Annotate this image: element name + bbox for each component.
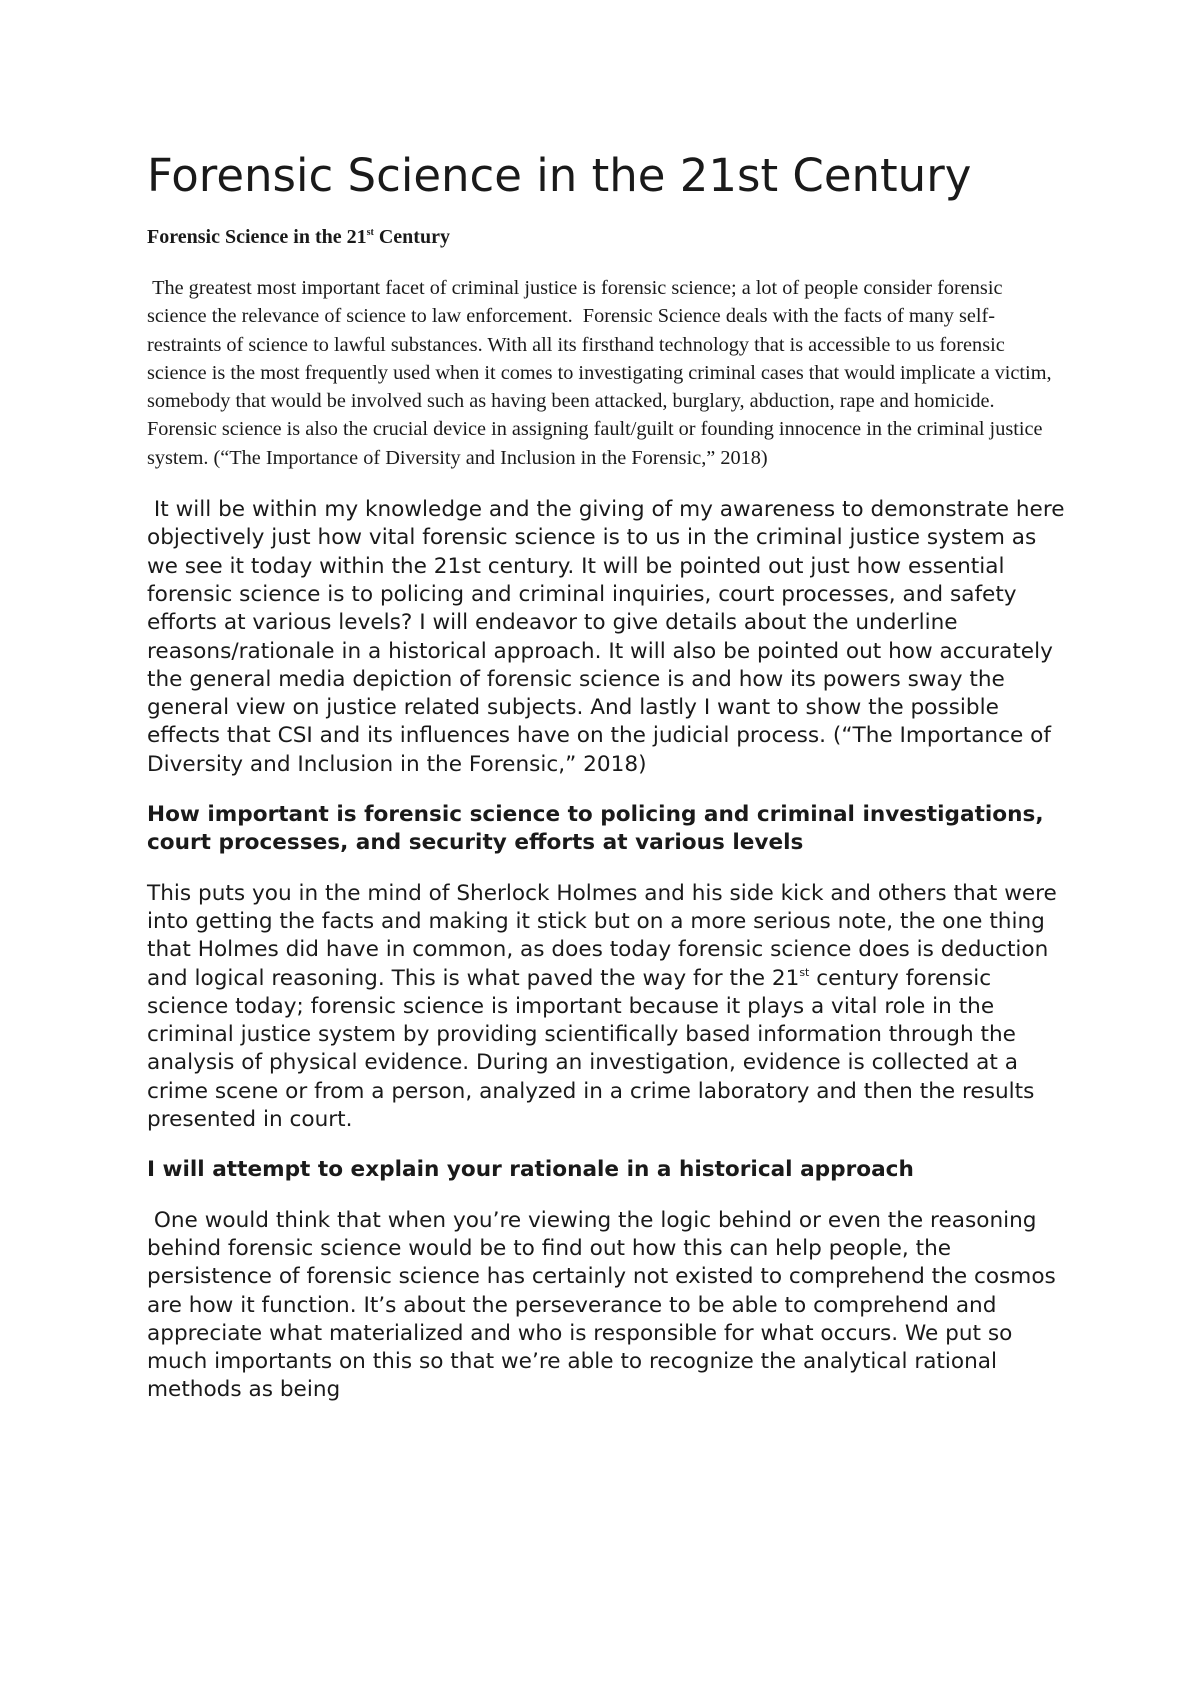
subheading-prefix: Forensic Science in the 21 [147, 226, 367, 248]
subheading-suffix: Century [373, 226, 450, 248]
intro-paragraph: The greatest most important facet of criminal justice is forensic science; a lot of people consider forensic science the relevance of science to law enforcement. Forensic Science deals with the facts of many self-restraints of science to lawful substances. With all its firsthand technology that is accessible to us forensic science is the most frequently used when it comes to investigating criminal cases that would implicate a victim, somebody that would be involved such as having been attacked, burglary, abduction, rape and homicide. Forensic science is also the crucial device in assigning fault/guilt or founding innocence in the criminal justice system. (“The Importance of Diversity and Inclusion in the Forensic,” 2018) [147, 277, 1057, 469]
section-heading-importance: How important is forensic science to policing and criminal investigations, court processes, and security efforts at various levels [147, 802, 1044, 856]
sherlock-paragraph-superscript: st [799, 965, 810, 979]
sherlock-paragraph-before: This puts you in the mind of Sherlock Holmes and his side kick and others that were into getting the facts and making it stick but on a more serious note, the one thing that Holmes did have in common, as does today forensic science does is deduction and logical reasoning. This is what paved the way for the 21 [147, 880, 1057, 991]
document-subheading [147, 224, 1067, 250]
section-heading-historical: I will attempt to explain your rationale in a historical approach [147, 1157, 914, 1183]
subheading-superscript: st [366, 227, 374, 238]
historical-paragraph: One would think that when you’re viewing the logic behind or even the reasoning behind forensic science would be to find out how this can help people, the persistence of forensic science has certainly not existed to comprehend the cosmos are how it function. It’s about the perseverance to be able to comprehend and appreciate what materialized and who is responsible for what occurs. We put so much importants on this so that we’re able to recognize the analytical rational methods as being [147, 1207, 1063, 1403]
sherlock-paragraph-after: century forensic science today; forensic science is important because it plays a vital role in the criminal justice system by providing scientifically based information through the analysis of physical evidence. During an investigation, evidence is collected at a crime scene or from a person, analyzed in a crime laboratory and then the results presented in court. [147, 965, 1035, 1133]
document-title: Forensic Science in the 21st Century [147, 149, 972, 202]
document-body [147, 148, 1072, 1427]
sherlock-paragraph [147, 880, 1067, 1135]
thesis-paragraph: It will be within my knowledge and the giving of my awareness to demonstrate here objectively just how vital forensic science is to us in the criminal justice system as we see it today within the 21st century. It will be pointed out just how essential forensic science is to policing and criminal inquiries, court processes, and safety efforts at various levels? I will endeavor to give details about the underline reasons/rationale in a historical approach. It will also be pointed out how accurately the general media depiction of forensic science is and how its powers sway the general view on justice related subjects. And lastly I want to show the possible effects that CSI and its influences have on the judicial process. (“The Importance of Diversity and Inclusion in the Forensic,” 2018) [147, 497, 1072, 777]
